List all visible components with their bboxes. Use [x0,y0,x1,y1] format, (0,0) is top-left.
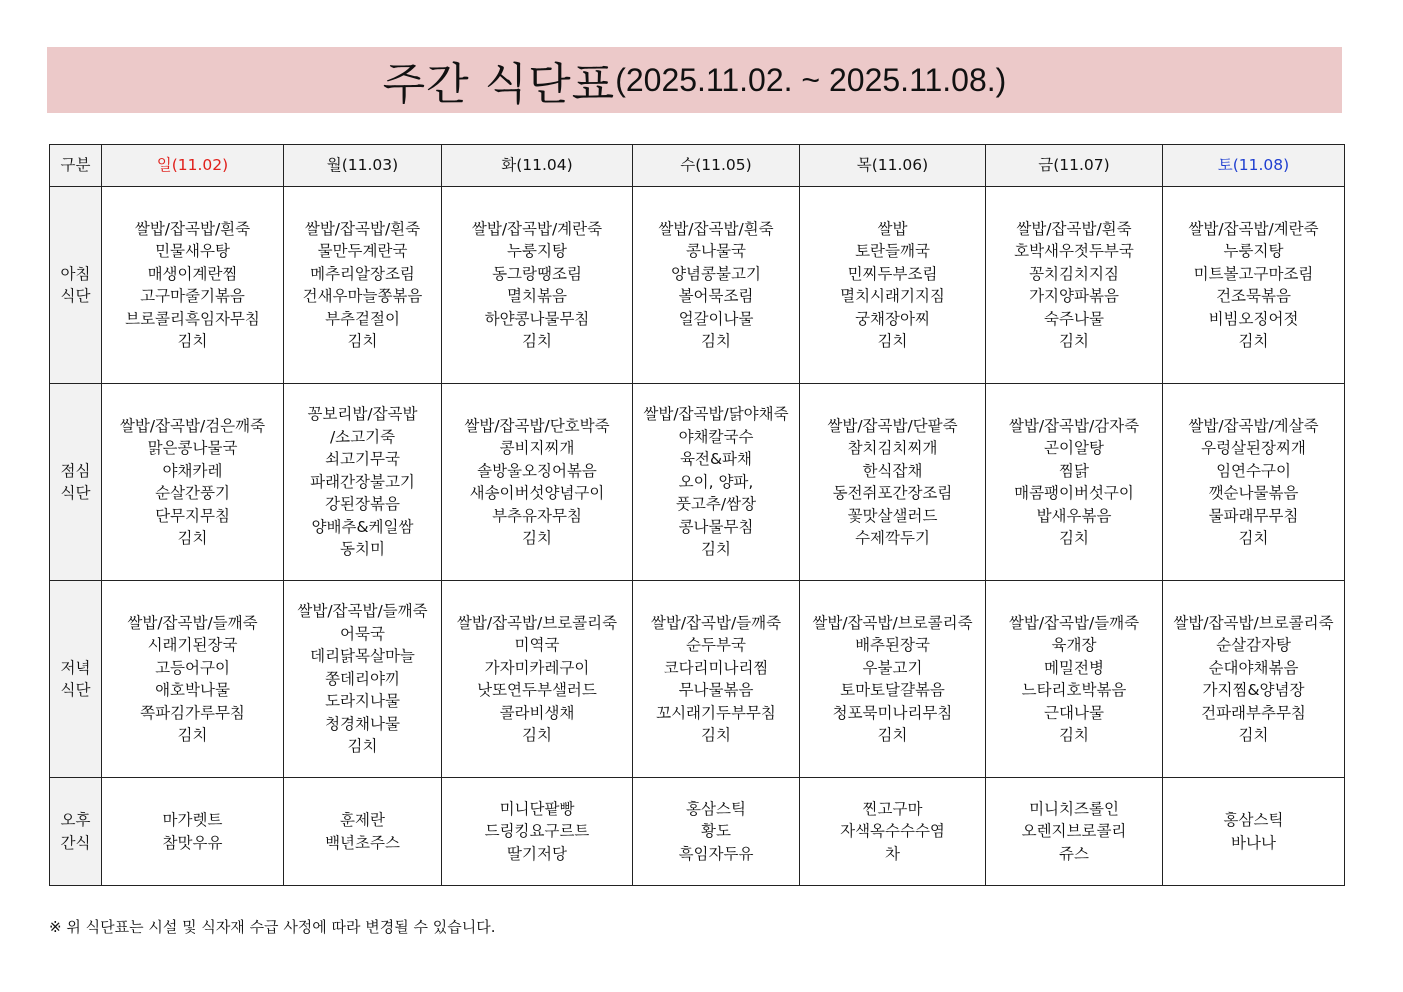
menu-item: 육개장 [1051,636,1097,654]
menu-item: 꽁보리밥/잡곡밥 [307,405,418,424]
menu-item: 건새우마늘쫑볶음 [302,287,423,305]
menu-item: 부추겉절이 [325,309,400,328]
menu-item: 차 [885,844,900,863]
menu-item: 호박새우젓두부국 [1014,242,1134,260]
menu-item: 콩비지찌개 [499,439,575,457]
header-day-wed: 수(11.05) [633,145,800,187]
title-bar [47,47,1342,113]
row-label-line: 오후 [60,811,91,829]
menu-item: 야채칼국수 [678,427,754,446]
snack-cell-wed [633,778,800,886]
menu-item: 김치 [522,529,552,547]
breakfast-row [50,187,1345,384]
menu-item: 김치 [347,737,378,756]
dinner-cell-mon [284,581,442,778]
snack-cell-sun [102,778,284,886]
menu-item: 오이, 양파, [678,472,754,491]
menu-item: 메밀전병 [1044,658,1104,677]
menu-item: 강된장볶음 [325,495,400,514]
menu-item: 미역국 [514,636,560,654]
menu-item: 김치 [701,726,731,744]
header-day-sat: 토(11.08) [1163,145,1345,187]
menu-item: 쌀밥/잡곡밥/들깨죽 [1008,613,1140,632]
menu-item: 흑임자두유 [678,844,754,863]
menu-item: 배추된장국 [855,636,930,654]
menu-item: 찜닭 [1059,461,1089,480]
menu-item: 근대나물 [1044,703,1104,722]
menu-item: 김치 [347,332,378,350]
menu-item: 부추유자무침 [492,506,582,525]
row-label-line: 식단 [60,484,91,502]
snack-cell-sat [1163,778,1345,886]
menu-item: 쌀밥/잡곡밥/계란죽 [1188,219,1319,238]
menu-item: 한식잡채 [862,461,923,480]
menu-item: 쌀밥/잡곡밥/브로콜리죽 [1173,613,1334,632]
menu-item: 물파래무무침 [1208,506,1299,525]
menu-item: 홍삼스틱 [1223,811,1284,829]
menu-item: 쌀밥/잡곡밥/감자죽 [1008,416,1140,435]
header-row [50,145,1345,187]
menu-item: 단무지무침 [155,506,230,525]
menu-item: 쥬스 [1059,844,1089,863]
menu-item: 쌀밥/잡곡밥/들깨죽 [127,613,258,632]
menu-item: 밥새우볶음 [1036,506,1112,525]
menu-item: 쌀밥/잡곡밥/닭야채죽 [643,405,789,424]
menu-item: 건파래부추무침 [1201,703,1306,722]
menu-item: 볼어묵조림 [678,287,754,305]
lunch-cell-sat [1163,384,1345,581]
menu-item: 김치 [522,332,552,350]
menu-item: 물만두계란국 [317,242,408,260]
menu-item: 찐고구마 [862,799,923,818]
menu-item: 우렁살된장찌개 [1201,439,1306,457]
menu-item: 가자미카레구이 [484,658,590,677]
menu-item: 순두부국 [686,636,746,654]
menu-item: 가지양파볶음 [1029,287,1119,305]
menu-item: 백년초주스 [325,833,400,852]
snack-cell-tue [442,778,633,886]
header-day-mon: 월(11.03) [284,145,442,187]
menu-item: 쌀밥/잡곡밥/계란죽 [471,219,603,238]
menu-item: 매콤팽이버섯구이 [1014,484,1134,502]
menu-item: 순살감자탕 [1216,636,1291,654]
snack-label [50,778,102,886]
menu-item: 느타리호박볶음 [1021,681,1127,699]
menu-item: 어묵국 [340,624,385,643]
menu-item: 미니단팥빵 [499,799,575,818]
menu-item: 동전쥐포간장조림 [832,484,953,502]
menu-item: 비빔오징어젓 [1208,309,1299,328]
dinner-cell-thu [800,581,986,778]
menu-item: 김치 [1059,529,1089,547]
row-label-line: 점심 [60,461,91,480]
menu-item: 콩나물무침 [678,517,754,536]
menu-item: 바나나 [1231,833,1276,852]
menu-item: 곤이알탕 [1044,439,1104,457]
menu-item: 쌀밥/잡곡밥/게살죽 [1188,416,1319,435]
menu-item: 오렌지브로콜리 [1021,822,1127,841]
menu-item: 홍삼스틱 [686,799,746,818]
menu-item: 쌀밥 [877,219,908,238]
menu-item: 쌀밥/잡곡밥/흰죽 [658,219,774,238]
lunch-cell-wed [633,384,800,581]
snack-cell-thu [800,778,986,886]
lunch-cell-thu [800,384,986,581]
menu-item: 누룽지탕 [1223,242,1284,260]
menu-item: 풋고추/쌈장 [675,495,757,514]
menu-item: 임연수구이 [1216,461,1291,480]
header-label: 구분 [50,145,102,187]
menu-item: 누룽지탕 [507,242,567,260]
menu-item: 황도 [701,822,731,841]
menu-item: 브로콜리흑임자무침 [125,309,260,328]
menu-item: 쪽파김가루무침 [140,703,245,722]
lunch-cell-sun [102,384,284,581]
menu-item: 수제깍두기 [855,529,930,547]
menu-item: 토란들깨국 [855,242,930,260]
breakfast-cell-wed [633,187,800,384]
menu-item: 쌀밥/잡곡밥/브로콜리죽 [456,613,618,632]
breakfast-cell-fri [986,187,1163,384]
menu-item: 낫또연두부샐러드 [477,681,597,699]
menu-item: 쌀밥/잡곡밥/브로콜리죽 [812,613,973,632]
menu-item: 꽃맛살샐러드 [847,506,938,525]
menu-item: 시래기된장국 [147,636,238,654]
menu-item: 청경채나물 [325,714,400,733]
menu-item: 쌀밥/잡곡밥/흰죽 [134,219,251,238]
breakfast-cell-sat [1163,187,1345,384]
dinner-row [50,581,1345,778]
menu-item: 양념콩불고기 [671,264,761,283]
menu-item: /소고기죽 [329,427,396,446]
menu-item: 매생이계란찜 [147,264,238,283]
lunch-row [50,384,1345,581]
menu-item: 고등어구이 [155,658,230,677]
breakfast-cell-thu [800,187,986,384]
menu-item: 궁채장아찌 [855,309,930,328]
row-label-line: 간식 [60,833,91,852]
menu-item: 김치 [1238,726,1269,744]
menu-item: 김치 [177,529,208,547]
header-day-tue: 화(11.04) [442,145,633,187]
menu-item: 메추리알장조림 [310,264,415,283]
menu-item: 민물새우탕 [155,242,230,260]
row-label-line: 아침 [60,264,91,283]
snack-cell-mon [284,778,442,886]
menu-item: 고구마줄기볶음 [140,287,245,305]
menu-item: 쇠고기무국 [325,450,400,469]
row-label-line: 식단 [60,287,91,305]
menu-item: 김치 [522,726,552,744]
menu-item: 코다리미나리찜 [663,658,769,677]
menu-table [49,144,1345,886]
dinner-cell-sat [1163,581,1345,778]
menu-item: 쫑데리야끼 [325,669,400,688]
menu-item: 야채카레 [162,461,223,480]
menu-item: 쌀밥/잡곡밥/흰죽 [1016,219,1132,238]
menu-item: 드링킹요구르트 [484,822,590,841]
menu-item: 얼갈이나물 [678,309,754,328]
menu-item: 딸기저당 [507,844,567,863]
menu-item: 참치김치찌개 [847,439,938,457]
lunch-cell-tue [442,384,633,581]
menu-item: 도라지나물 [325,692,400,711]
breakfast-cell-sun [102,187,284,384]
menu-item: 쌀밥/잡곡밥/단팥죽 [827,416,958,435]
dinner-cell-sun [102,581,284,778]
page-title: 주간 식단표 [382,59,616,110]
lunch-label [50,384,102,581]
menu-item: 자색옥수수수염 [840,822,945,841]
menu-item: 깻순나물볶음 [1208,484,1299,502]
menu-item: 훈제란 [340,811,385,829]
menu-item: 꼬시래기두부무침 [656,703,776,722]
menu-item: 쌀밥/잡곡밥/검은깨죽 [119,416,266,435]
menu-item: 하얀콩나물무침 [484,309,590,328]
header-day-fri: 금(11.07) [986,145,1163,187]
menu-item: 민찌두부조림 [847,264,938,283]
breakfast-cell-tue [442,187,633,384]
row-label-line: 식단 [60,681,91,699]
snack-cell-fri [986,778,1163,886]
menu-item: 마가렛트 [162,811,223,829]
menu-item: 솔방울오징어볶음 [477,461,597,480]
menu-item: 김치 [1059,332,1089,350]
menu-item: 김치 [1238,529,1269,547]
menu-item: 멸치볶음 [507,287,567,305]
menu-item: 토마토달걀볶음 [840,681,945,699]
menu-item: 미니치즈롤인 [1029,799,1119,818]
menu-item: 파래간장불고기 [310,472,415,491]
menu-item: 김치 [1238,332,1269,350]
header-day-sun: 일(11.02) [102,145,284,187]
row-label-line: 저녁 [60,658,91,677]
lunch-cell-mon [284,384,442,581]
menu-item: 애호박나물 [155,681,230,699]
header-day-thu: 목(11.06) [800,145,986,187]
menu-item: 동그랑땡조림 [492,264,582,283]
menu-item: 참맛우유 [162,833,223,852]
menu-item: 양배추&케일쌈 [311,517,414,536]
menu-item: 김치 [877,726,908,744]
menu-item: 건조묵볶음 [1216,287,1291,305]
menu-item: 멸치시래기지짐 [840,287,945,305]
menu-item: 쌀밥/잡곡밥/들깨죽 [297,602,428,621]
menu-item: 무나물볶음 [678,681,754,699]
menu-item: 새송이버섯양념구이 [469,484,605,502]
menu-item: 김치 [177,726,208,744]
menu-item: 김치 [701,540,731,559]
menu-item: 우불고기 [862,658,923,677]
breakfast-label [50,187,102,384]
menu-item: 쌀밥/잡곡밥/흰죽 [304,219,421,238]
menu-item: 데리닭목살마늘 [310,647,415,666]
menu-item: 청포묵미나리무침 [832,703,953,722]
menu-item: 쌀밥/잡곡밥/들깨죽 [650,613,782,632]
menu-item: 콩나물국 [686,242,746,260]
menu-item: 콜라비생채 [499,703,575,722]
dinner-cell-tue [442,581,633,778]
date-range: (2025.11.02. ~ 2025.11.08.) [615,61,1007,98]
menu-item: 꽁치김치지짐 [1029,264,1119,283]
menu-item: 김치 [177,332,208,350]
dinner-label [50,581,102,778]
menu-item: 순살간풍기 [155,484,230,502]
snack-row [50,778,1345,886]
menu-item: 쌀밥/잡곡밥/단호박죽 [464,416,610,435]
menu-item: 동치미 [340,540,385,559]
menu-item: 김치 [877,332,908,350]
menu-item: 육전&파채 [680,450,752,469]
menu-item: 김치 [1059,726,1089,744]
breakfast-cell-mon [284,187,442,384]
menu-item: 숙주나물 [1044,309,1104,328]
menu-item: 맑은콩나물국 [147,439,238,457]
footnote: ※ 위 식단표는 시설 및 식자재 수급 사정에 따라 변경될 수 있습니다. [49,918,496,936]
menu-item: 순대야채볶음 [1208,658,1299,677]
menu-item: 김치 [701,332,731,350]
dinner-cell-fri [986,581,1163,778]
dinner-cell-wed [633,581,800,778]
menu-item: 가지찜&양념장 [1202,681,1305,699]
lunch-cell-fri [986,384,1163,581]
menu-item: 미트볼고구마조림 [1193,264,1314,283]
